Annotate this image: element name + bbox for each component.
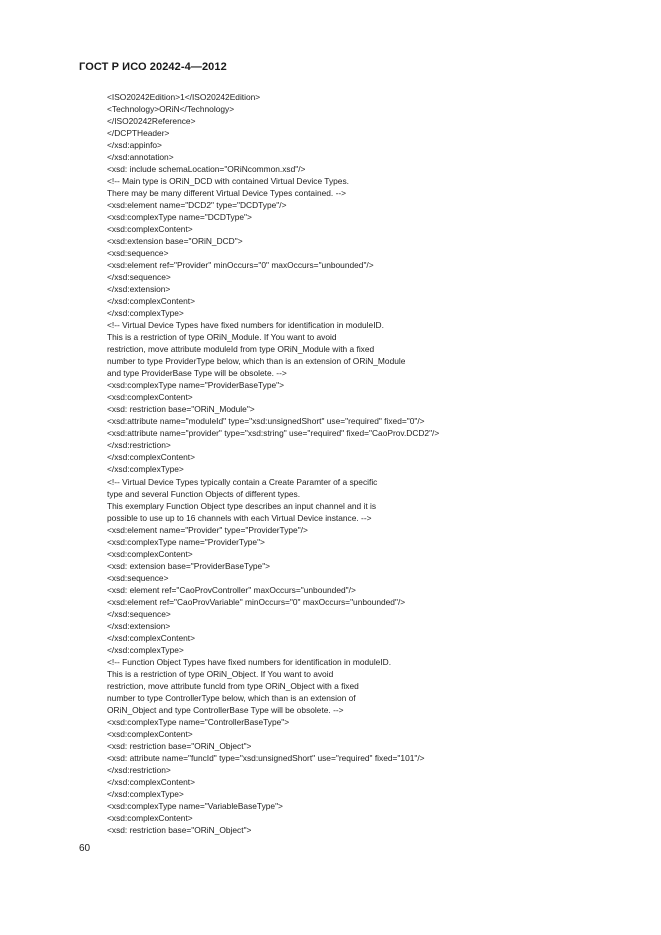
code-line: <xsd:complexContent> — [107, 224, 193, 235]
code-line: and type ProviderBase Type will be obsolete. --> — [107, 368, 287, 379]
code-line: </xsd:sequence> — [107, 608, 171, 619]
code-line: <xsd:complexContent> — [107, 548, 193, 559]
code-line: </xsd:complexContent> — [107, 296, 195, 307]
code-line: <xsd:attribute name="provider" type="xsd:string" use="required" fixed="CaoProv.DCD2"/> — [107, 428, 440, 439]
code-line: <xsd:element ref="Provider" minOccurs="0" maxOccurs="unbounded"/> — [107, 260, 374, 271]
code-line: number to type ControllerType below, which than is an extension of — [107, 692, 356, 703]
code-line: <xsd: element ref="CaoProvController" maxOccurs="unbounded"/> — [107, 584, 356, 595]
code-line: <xsd:complexContent> — [107, 812, 193, 823]
code-line: <xsd: attribute name="funcId" type="xsd:unsignedShort" use="required" fixed="101"/> — [107, 752, 425, 763]
code-line: </xsd:complexType> — [107, 308, 184, 319]
xsd-code-listing — [107, 91, 627, 836]
code-line: <xsd: include schemaLocation="ORiNcommon.xsd"/> — [107, 164, 306, 175]
code-line: </xsd:sequence> — [107, 272, 171, 283]
code-line: <xsd:complexType name="DCDType"> — [107, 212, 252, 223]
code-line: <xsd:complexType name="ProviderBaseType"> — [107, 380, 285, 391]
code-line: <xsd:extension base="ORiN_DCD"> — [107, 236, 243, 247]
code-line: </xsd:extension> — [107, 620, 171, 631]
code-line: </xsd:complexType> — [107, 644, 184, 655]
code-line: This is a restriction of type ORiN_Module. If You want to avoid — [107, 332, 337, 343]
code-line: <xsd:attribute name="moduleId" type="xsd:unsignedShort" use="required" fixed="0"/> — [107, 416, 425, 427]
code-line: </xsd:complexType> — [107, 464, 184, 475]
code-line: <xsd: restriction base="ORiN_Module"> — [107, 404, 255, 415]
code-line: type and several Function Objects of different types. — [107, 488, 301, 499]
code-line: <xsd:complexContent> — [107, 728, 193, 739]
code-line: <xsd:sequence> — [107, 248, 169, 259]
code-line: restriction, move attribute funcld from type ORiN_Object with a fixed — [107, 680, 359, 691]
code-line: <xsd:element name="DCD2" type="DCDType"/> — [107, 200, 287, 211]
code-line: </xsd:complexContent> — [107, 452, 195, 463]
code-line: <xsd:complexType name="ProviderType"> — [107, 536, 265, 547]
code-line: <xsd: restriction base="ORiN_Object"> — [107, 740, 252, 751]
document-header: ГОСТ Р ИСО 20242-4—2012 — [79, 61, 227, 73]
code-line: This exemplary Function Object type describes an input channel and it is — [107, 500, 377, 511]
code-line: </xsd:restriction> — [107, 440, 171, 451]
code-line: number to type ProviderType below, which than is an extension of ORiN_Module — [107, 356, 406, 367]
code-line: <xsd: restriction base="ORiN_Object"> — [107, 824, 252, 835]
code-line: </xsd:restriction> — [107, 764, 171, 775]
code-line: <xsd:element ref="CaoProvVariable" minOccurs="0" maxOccurs="unbounded"/> — [107, 596, 406, 607]
page-number: 60 — [79, 843, 91, 854]
code-line: restriction, move attribute moduleId from type ORiN_Module with a fixed — [107, 344, 375, 355]
code-line: <xsd:sequence> — [107, 572, 169, 583]
code-line: </xsd:complexContent> — [107, 632, 195, 643]
code-line: ORiN_Object and type ControllerBase Type will be obsolete. --> — [107, 704, 344, 715]
code-line: </xsd:complexType> — [107, 788, 184, 799]
code-line: </xsd:appinfo> — [107, 140, 162, 151]
code-line: </xsd:annotation> — [107, 152, 174, 163]
code-line: <!-- Virtual Device Types have fixed numbers for identification in moduleID. — [107, 320, 384, 331]
code-line: <ISO20242Edition>1</ISO20242Edition> — [107, 92, 261, 102]
code-line: <Technology>ORiN</Technology> — [107, 104, 235, 115]
code-line: </xsd:extension> — [107, 284, 171, 295]
code-line: </DCPTHeader> — [107, 128, 170, 139]
code-line: This is a restriction of type ORiN_Object. If You want to avoid — [107, 668, 334, 679]
code-line: <xsd:complexContent> — [107, 392, 193, 403]
code-line: <!-- Virtual Device Types typically contain a Create Paramter of a specific — [107, 476, 378, 487]
code-line: <xsd:complexType name="VariableBaseType"> — [107, 800, 283, 811]
code-line: possible to use up to 16 channels with each Virtual Device instance. --> — [107, 512, 372, 523]
code-line: </ISO20242Reference> — [107, 116, 196, 127]
code-line: <xsd:element name="Provider" type="ProviderType"/> — [107, 524, 308, 535]
code-line: There may be many different Virtual Device Types contained. --> — [107, 188, 347, 199]
code-line: <xsd: extension base="ProviderBaseType"> — [107, 560, 271, 571]
code-line: <!-- Main type is ORiN_DCD with contained Virtual Device Types. — [107, 176, 349, 187]
code-line: </xsd:complexContent> — [107, 776, 195, 787]
code-line: <!-- Function Object Types have fixed numbers for identification in moduleID. — [107, 656, 392, 667]
code-line: <xsd:complexType name="ControllerBaseType"> — [107, 716, 290, 727]
